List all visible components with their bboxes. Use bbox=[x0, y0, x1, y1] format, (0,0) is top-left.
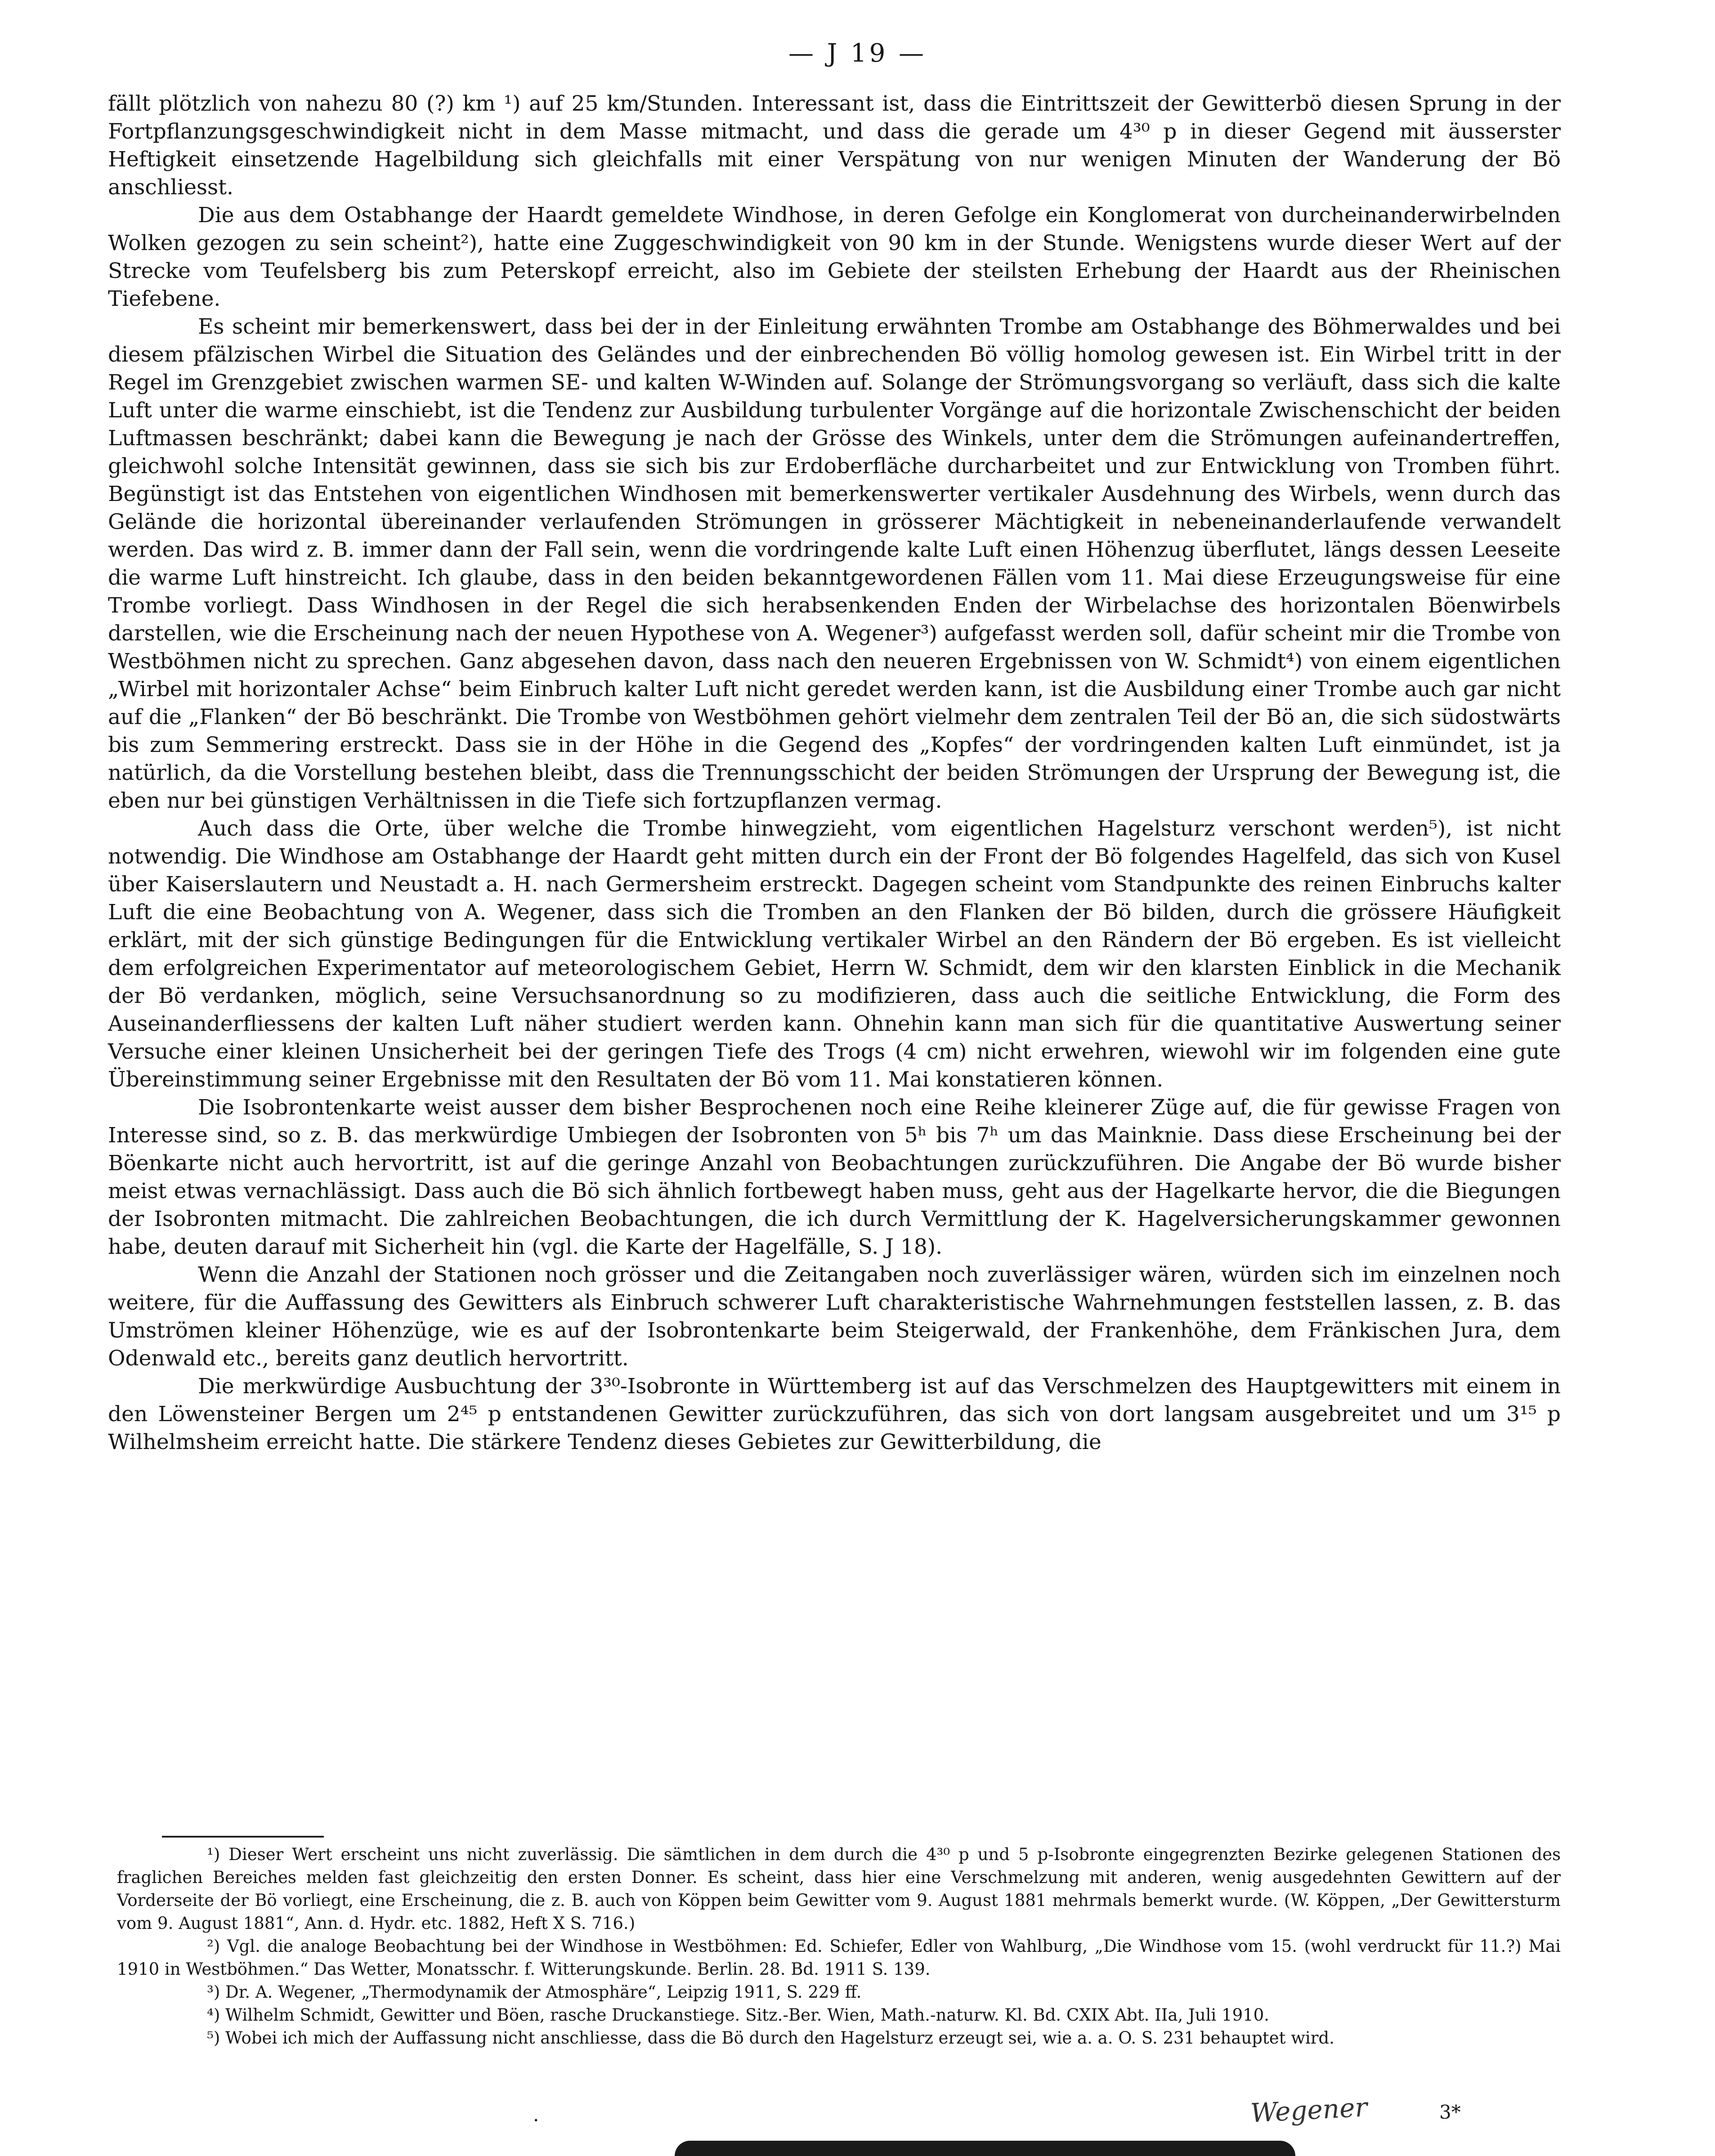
sheet-mark: 3* bbox=[1439, 2101, 1461, 2123]
footnote: ³) Dr. A. Wegener, „Thermodynamik der Atmosphäre“, Leipzig 1911, S. 229 ff. bbox=[207, 1982, 862, 2002]
scan-edge bbox=[675, 2141, 1295, 2156]
paragraph: Die aus dem Ostabhange der Haardt gemeldete Windhose, in deren Gefolge ein Konglomerat von durcheinanderwirbelnden Wolken gezogen zu sein scheint²), hatte eine Zuggeschwindigkeit von 90 km in der Stunde. Wenigstens wurde dieser Wert auf der Strecke vom Teufelsberg bis zum Peterskopf erreicht, also im Gebiete der steilsten Erhebung der Haardt aus der Rheinischen Tiefebene. bbox=[108, 203, 1561, 311]
footnote: ⁵) Wobei ich mich der Auffassung nicht anschliesse, dass die Bö durch den Hagelsturz erzeugt sei, wie a. a. O. S. 231 behauptet wird. bbox=[207, 2028, 1334, 2048]
body-text bbox=[108, 90, 1561, 1456]
footnote: ²) Vgl. die analoge Beobachtung bei der Windhose in Westböhmen: Ed. Schiefer, Edler von Wahlburg, „Die Windhose vom 15. (wohl verdruckt für 11.?) Mai 1910 in Westböhmen.“ Das Wetter, Monatsschr. f. Witterungskunde. Berlin. 28. Bd. 1911 S. 139. bbox=[117, 1937, 1561, 1979]
paragraph: Es scheint mir bemerkenswert, dass bei der in der Einleitung erwähnten Trombe am Ostabhange des Böhmerwaldes und bei diesem pfälzischen Wirbel die Situation des Geländes und der einbrechenden Bö völlig homolog gewesen ist. Ein Wirbel tritt in der Regel im Grenzgebiet zwischen warmen SE- und kalten W-Winden auf. Solange der Strömungsvorgang so verläuft, dass sich die kalte Luft unter die warme einschiebt, ist die Tendenz zur Ausbildung turbulenter Vorgänge auf die horizontale Zwischenschicht der beiden Luftmassen beschränkt; dabei kann die Bewegung je nach der Grösse des Winkels, unter dem die Strömungen aufeinandertreffen, gleichwohl solche Intensität gewinnen, dass sie sich bis zur Erdoberfläche durcharbeitet und zur Entwicklung von Tromben führt. Begünstigt ist das Entstehen von eigentlichen Windhosen mit bemerkenswerter vertikaler Ausdehnung des Wirbels, wenn durch das Gelände die horizontal übereinander verlaufenden Strömungen in grösserer Mächtigkeit in nebeneinanderlaufende verwandelt werden. Das wird z. B. immer dann der Fall sein, wenn die vordringende kalte Luft einen Höhenzug überflutet, längs dessen Leeseite die warme Luft hinstreicht. Ich glaube, dass in den beiden bekanntgewordenen Fällen vom 11. Mai diese Erzeugungsweise für eine Trombe vorliegt. Dass Windhosen in der Regel die sich herabsenkenden Enden der Wirbelachse des horizontalen Böenwirbels darstellen, wie die Erscheinung nach der neuen Hypothese von A. Wegener³) aufgefasst werden soll, dafür scheint mir die Trombe von Westböhmen nicht zu sprechen. Ganz abgesehen davon, dass nach den neueren Ergebnissen von W. Schmidt⁴) von einem eigentlichen „Wirbel mit horizontaler Achse“ beim Einbruch kalter Luft nicht geredet werden kann, ist die Ausbildung einer Trombe auch gar nicht auf die „Flanken“ der Bö beschränkt. Die Trombe von Westböhmen gehört vielmehr dem zentralen Teil der Bö an, die sich südostwärts bis zum Semmering erstreckt. Dass sie in der Höhe in die Gegend des „Kopfes“ der vordringenden kalten Luft einmündet, ist ja natürlich, da die Vorstellung bestehen bleibt, dass die Trennungsschicht der beiden Strömungen der Ursprung der Bewegung ist, die eben nur bei günstigen Verhältnissen in die Tiefe sich fortzupflanzen vermag. bbox=[108, 314, 1561, 813]
footnotes bbox=[117, 1843, 1561, 2049]
paragraph: Die Isobrontenkarte weist ausser dem bisher Besprochenen noch eine Reihe kleinerer Züge auf, die für gewisse Fragen von Interesse sind, so z. B. das merkwürdige Umbiegen der Isobronten von 5ʰ bis 7ʰ um das Mainknie. Dass diese Erscheinung bei der Böenkarte nicht auch hervortritt, ist auf die geringe Anzahl von Beobachtungen zurückzuführen. Die Angabe der Bö wurde bisher meist etwas vernachlässigt. Dass auch die Bö sich ähnlich fortbewegt haben muss, geht aus der Hagelkarte hervor, die die Biegungen der Isobronten mitmacht. Die zahlreichen Beobachtungen, die ich durch Vermittlung der K. Hagelversicherungskammer gewonnen habe, deuten darauf mit Sicherheit hin (vgl. die Karte der Hagelfälle, S. J 18). bbox=[108, 1095, 1561, 1259]
paragraph: fällt plötzlich von nahezu 80 (?) km ¹) auf 25 km/Stunden. Interessant ist, dass die Eintrittszeit der Gewitterbö diesen Sprung in der Fortpflanzungsgeschwindigkeit nicht in dem Masse mitmacht, und dass die gerade um 4³⁰ p in dieser Gegend mit äusserster Heftigkeit einsetzende Hagelbildung sich gleichfalls mit einer Verspätung von nur wenigen Minuten der Wanderung der Bö anschliesst. bbox=[108, 91, 1561, 200]
paragraph: Auch dass die Orte, über welche die Trombe hinwegzieht, vom eigentlichen Hagelsturz verschont werden⁵), ist nicht notwendig. Die Windhose am Ostabhange der Haardt geht mitten durch ein der Front der Bö folgendes Hagelfeld, das sich von Kusel über Kaiserslautern und Neustadt a. H. nach Germersheim erstreckt. Dagegen scheint vom Standpunkte des reinen Einbruchs kalter Luft die eine Beobachtung von A. Wegener, dass sich die Tromben an den Flanken der Bö bilden, durch die grössere Häufigkeit erklärt, mit der sich günstige Bedingungen für die Entwicklung vertikaler Wirbel an den Rändern der Bö ergeben. Es ist vielleicht dem erfolgreichen Experimentator auf meteorologischem Gebiet, Herrn W. Schmidt, dem wir den klarsten Einblick in die Mechanik der Bö verdanken, möglich, seine Versuchsanordnung so zu modifizieren, dass auch die seitliche Entwicklung, die Form des Auseinanderfliessens der kalten Luft näher studiert werden kann. Ohnehin kann man sich für die quantitative Auswertung seiner Versuche einer kleinen Unsicherheit bei der geringen Tiefe des Trogs (4 cm) nicht erwehren, wiewohl wir im folgenden eine gute Übereinstimmung seiner Ergebnisse mit den Resultaten der Bö vom 11. Mai konstatieren können. bbox=[108, 816, 1561, 1092]
handwritten-signature: Wegener bbox=[1249, 2092, 1368, 2129]
footnote-divider bbox=[162, 1836, 324, 1838]
footnote: ⁴) Wilhelm Schmidt, Gewitter und Böen, rasche Druckanstiege. Sitz.-Ber. Wien, Math.-naturw. Kl. Bd. CXIX Abt. IIa, Juli 1910. bbox=[207, 2005, 1269, 2025]
page-header: — J 19 — bbox=[788, 39, 927, 68]
stray-mark: · bbox=[533, 2109, 539, 2131]
footnote: ¹) Dieser Wert erscheint uns nicht zuverlässig. Die sämtlichen in dem durch die 4³⁰ p und 5 p-Isobronte eingegrenzten Bezirke gelegenen Stationen des fraglichen Bereiches melden fast gleichzeitig den ersten Donner. Es scheint, dass hier eine Verschmelzung mit anderen, wenig ausgedehnten Gewittern auf der Vorderseite der Bö vorliegt, eine Erscheinung, die z. B. auch von Köppen beim Gewitter vom 9. August 1881 mehrmals bemerkt wurde. (W. Köppen, „Der Gewittersturm vom 9. August 1881“, Ann. d. Hydr. etc. 1882, Heft X S. 716.) bbox=[117, 1845, 1561, 1933]
paragraph: Die merkwürdige Ausbuchtung der 3³⁰-Isobronte in Württemberg ist auf das Verschmelzen des Hauptgewitters mit einem in den Löwensteiner Bergen um 2⁴⁵ p entstandenen Gewitter zurückzuführen, das sich von dort langsam ausgebreitet und um 3¹⁵ p Wilhelmsheim erreicht hatte. Die stärkere Tendenz dieses Gebietes zur Gewitterbildung, die bbox=[108, 1374, 1561, 1454]
paragraph: Wenn die Anzahl der Stationen noch grösser und die Zeitangaben noch zuverlässiger wären, würden sich im einzelnen noch weitere, für die Auffassung des Gewitters als Einbruch schwerer Luft charakteristische Wahrnehmungen feststellen lassen, z. B. das Umströmen kleiner Höhenzüge, wie es auf der Isobrontenkarte beim Steigerwald, der Frankenhöhe, dem Fränkischen Jura, dem Odenwald etc., bereits ganz deutlich hervortritt. bbox=[108, 1262, 1561, 1371]
